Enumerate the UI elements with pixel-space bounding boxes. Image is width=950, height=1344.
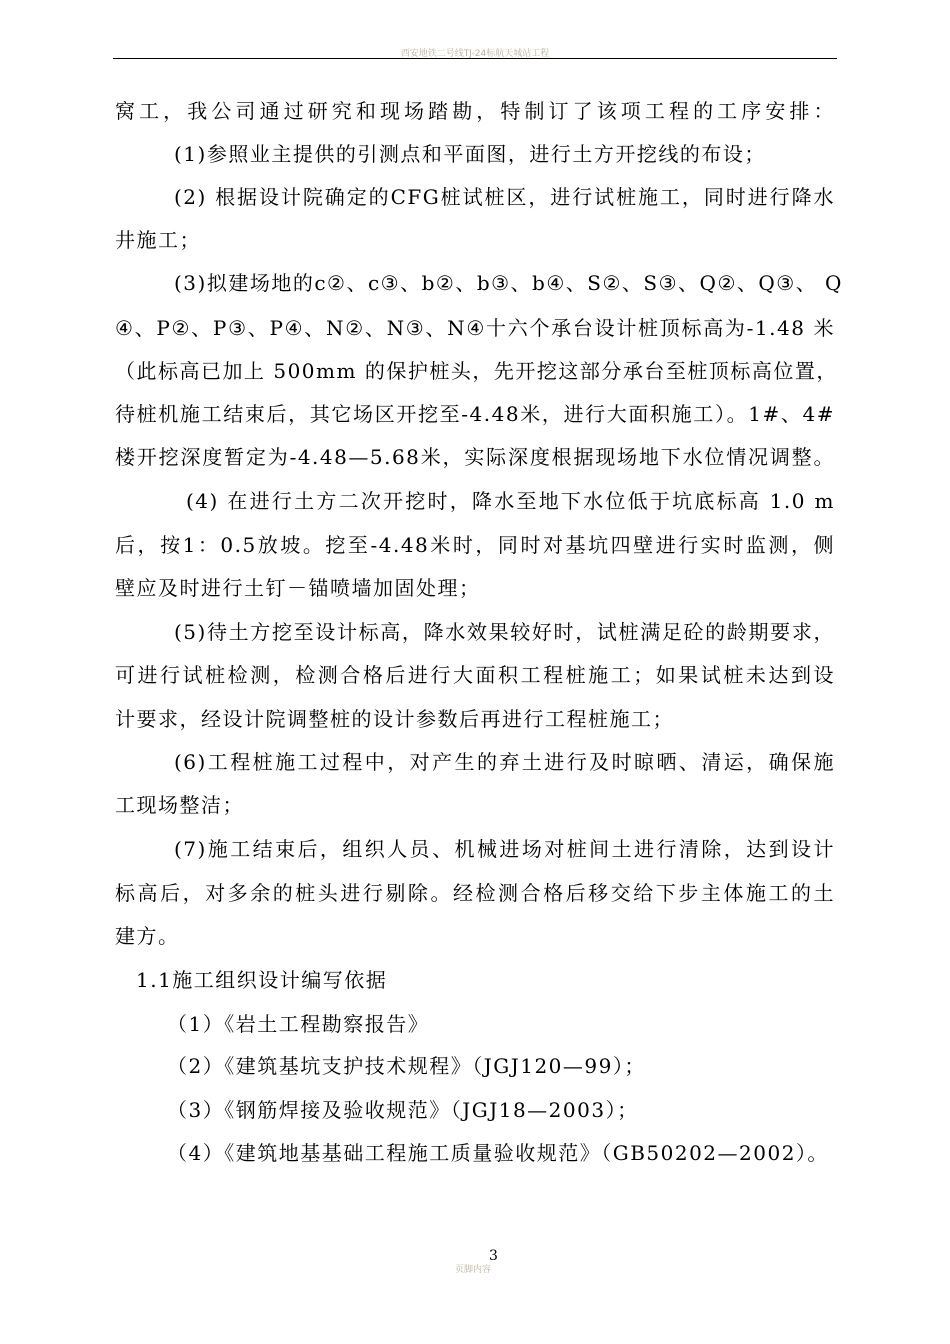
body-line: (2) 根据设计院确定的CFG桩试桩区，进行试桩施工，同时进行降水 [174,185,835,209]
page-number: 3 [489,1248,498,1264]
body-line: (3)拟建场地的c②、c③、b②、b③、b④、S②、S③、Q②、Q③、 Q [174,271,843,295]
body-line: (7)施工结束后，组织人员、机械进场对桩间土进行清除，达到设计 [174,837,835,861]
reference-item: （4）《建筑地基基础工程施工质量验收规范》（GB50202—2002）。 [167,1141,829,1165]
body-line: 可进行试桩检测，检测合格后进行大面积工程桩施工；如果试桩未达到设 [115,663,835,687]
body-line: 壁应及时进行土钉－锚喷墙加固处理； [115,576,481,600]
reference-item: （1）《岩土工程勘察报告》 [167,1012,430,1036]
header-title: 西安地铁二号线TJ-24标航天城站工程 [400,49,550,59]
body-line: 待桩机施工结束后，其它场区开挖至-4.48米，进行大面积施工）。1#、4# [115,402,835,426]
body-line: 标高后，对多余的桩头进行剔除。经检测合格后移交给下步主体施工的土 [115,881,835,905]
body-line: 楼开挖深度暂定为-4.48—5.68米，实际深度根据现场地下水位情况调整。 [115,445,835,469]
reference-item: （3）《钢筋焊接及验收规范》（JGJ18—2003）； [167,1098,639,1122]
body-line: 后，按1：0.5放坡。挖至-4.48米时，同时对基坑四壁进行实时监测，侧 [115,533,835,557]
body-line: ④、P②、P③、P④、N②、N③、N④十六个承台设计桩顶标高为-1.48 米 [115,316,835,340]
footer-label: 页脚内容 [455,1265,492,1275]
body-line: (5)待土方挖至设计标高，降水效果较好时，试桩满足砼的龄期要求， [174,620,835,644]
body-line: 工现场整洁； [115,793,244,817]
section-heading: 1.1施工组织设计编写依据 [136,968,388,992]
reference-item: （2）《建筑基坑支护技术规程》（JGJ120—99）； [167,1054,646,1078]
body-line: 计要求，经设计院调整桩的设计参数后再进行工程桩施工； [115,707,674,731]
body-line: (4) 在进行土方二次开挖时，降水至地下水位低于坑底标高 1.0 m [186,489,835,513]
header-divider [113,58,837,59]
body-line: （此标高已加上 500mm 的保护桩头，先开挖这部分承台至桩顶标高位置， [115,359,838,383]
body-line: 建方。 [115,924,180,948]
body-line: (1)参照业主提供的引测点和平面图，进行土方开挖线的布设； [174,142,766,166]
body-line: (6)工程桩施工过程中，对产生的弃土进行及时晾晒、清运，确保施 [174,750,835,774]
body-line: 窝工，我公司通过研究和现场踏勘，特制订了该项工程的工序安排： [115,99,835,123]
body-line: 井施工； [115,228,201,252]
